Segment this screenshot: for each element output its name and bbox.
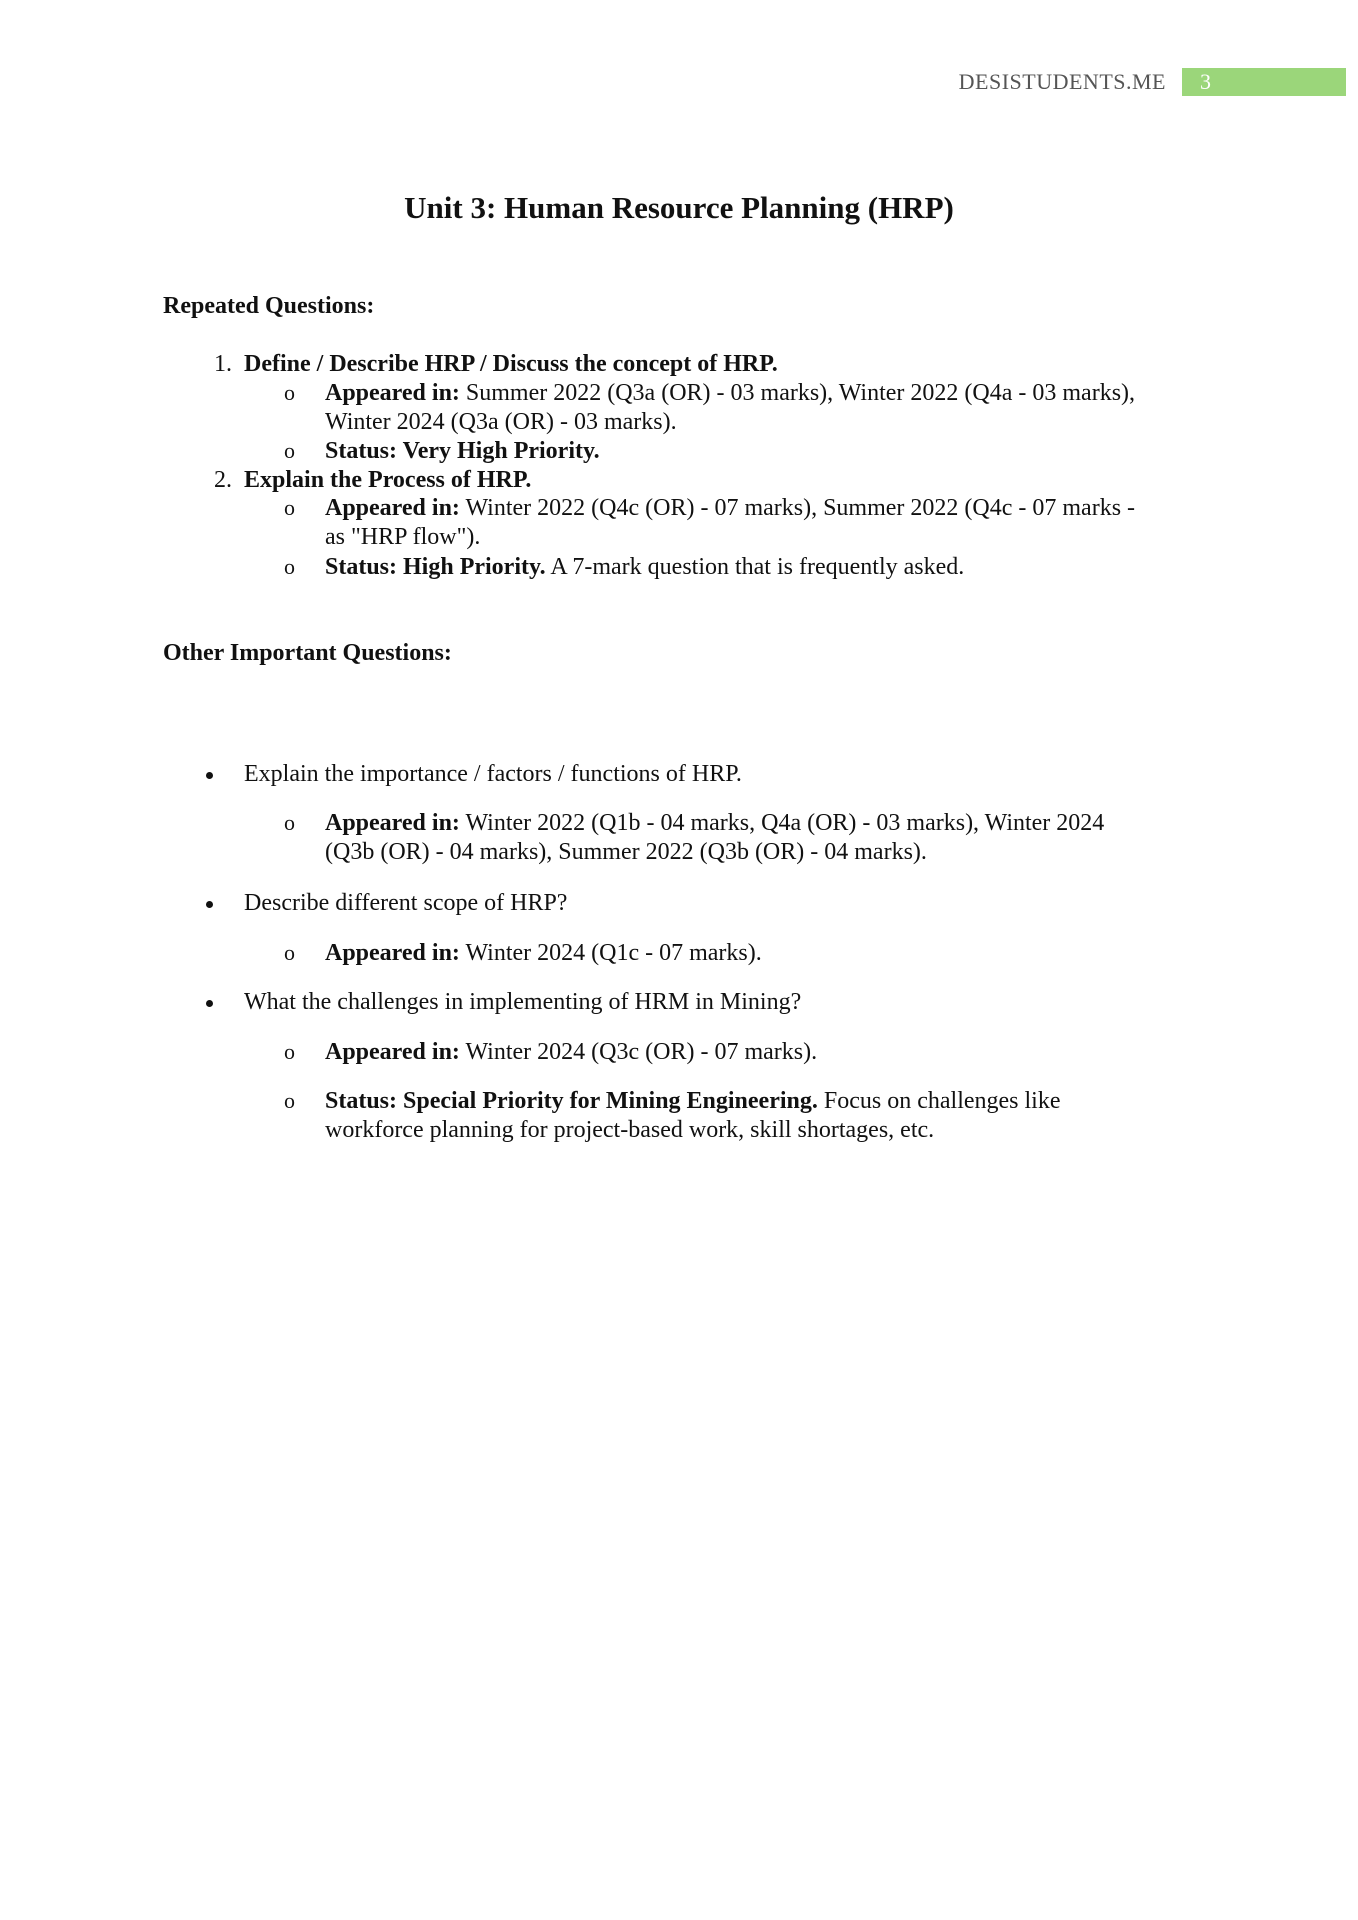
status-detail: A 7-mark question that is frequently asked. xyxy=(545,554,965,580)
question-text: Define / Describe HRP / Discuss the concept of HRP. xyxy=(244,351,778,377)
question-text: Explain the importance / factors / functions of HRP. xyxy=(244,761,742,787)
sub-bullet-icon: o xyxy=(284,1039,295,1064)
appeared-detail: Summer 2022 (Q3a (OR) - 03 marks), Winter 2022 (Q4a - 03 marks), xyxy=(459,380,1136,406)
status-label: Status: Special Priority for Mining Engineering. xyxy=(325,1088,818,1114)
status-entry xyxy=(325,553,1185,582)
appeared-detail-cont: (Q3b (OR) - 04 marks), Summer 2022 (Q3b (OR) - 04 marks). xyxy=(325,839,927,865)
site-name: DESISTUDENTS.ME xyxy=(958,69,1166,94)
appeared-in-entry xyxy=(325,494,1185,552)
appeared-in-entry xyxy=(325,809,1185,867)
page-header xyxy=(959,68,1346,96)
sub-bullet-icon: o xyxy=(284,554,295,579)
question-text: Explain the Process of HRP. xyxy=(244,467,532,493)
item-number: 2. xyxy=(214,467,232,493)
bullet-dot-icon xyxy=(206,1000,213,1007)
status-detail: Focus on challenges like xyxy=(817,1088,1061,1114)
page-number-badge: 3 xyxy=(1182,68,1346,96)
item-number: 1. xyxy=(214,351,232,377)
appeared-in-entry xyxy=(325,379,1185,437)
appeared-label: Appeared in: xyxy=(325,495,460,521)
appeared-detail: Winter 2024 (Q3c (OR) - 07 marks). xyxy=(459,1039,818,1065)
page-title: Unit 3: Human Resource Planning (HRP) xyxy=(404,190,954,225)
appeared-in-entry xyxy=(325,1038,1185,1067)
status-entry xyxy=(325,437,1185,466)
appeared-label: Appeared in: xyxy=(325,1039,460,1065)
appeared-detail: Winter 2024 (Q1c - 07 marks). xyxy=(459,940,762,966)
status-entry xyxy=(325,1087,1185,1145)
appeared-in-entry xyxy=(325,939,1185,968)
status-detail-cont: workforce planning for project-based work, skill shortages, etc. xyxy=(325,1117,935,1143)
bullet-dot-icon xyxy=(206,772,213,779)
sub-bullet-icon: o xyxy=(284,438,295,463)
appeared-detail-cont: Winter 2024 (Q3a (OR) - 03 marks). xyxy=(325,409,677,435)
appeared-label: Appeared in: xyxy=(325,380,460,406)
status-label: Status: Very High Priority. xyxy=(325,438,600,464)
repeated-questions-heading: Repeated Questions: xyxy=(163,293,375,319)
sub-bullet-icon: o xyxy=(284,380,295,405)
appeared-detail: Winter 2022 (Q4c (OR) - 07 marks), Summer 2022 (Q4c - 07 marks - xyxy=(459,495,1136,521)
bullet-dot-icon xyxy=(206,901,213,908)
appeared-label: Appeared in: xyxy=(325,940,460,966)
status-label: Status: High Priority. xyxy=(325,554,546,580)
sub-bullet-icon: o xyxy=(284,495,295,520)
appeared-detail: Winter 2022 (Q1b - 04 marks, Q4a (OR) - 03 marks), Winter 2024 xyxy=(459,810,1105,836)
question-text: Describe different scope of HRP? xyxy=(244,890,568,916)
other-questions-heading: Other Important Questions: xyxy=(163,640,452,666)
appeared-detail-cont: as "HRP flow"). xyxy=(325,524,481,550)
appeared-label: Appeared in: xyxy=(325,810,460,836)
sub-bullet-icon: o xyxy=(284,810,295,835)
sub-bullet-icon: o xyxy=(284,1088,295,1113)
sub-bullet-icon: o xyxy=(284,940,295,965)
question-text: What the challenges in implementing of HRM in Mining? xyxy=(244,989,802,1015)
